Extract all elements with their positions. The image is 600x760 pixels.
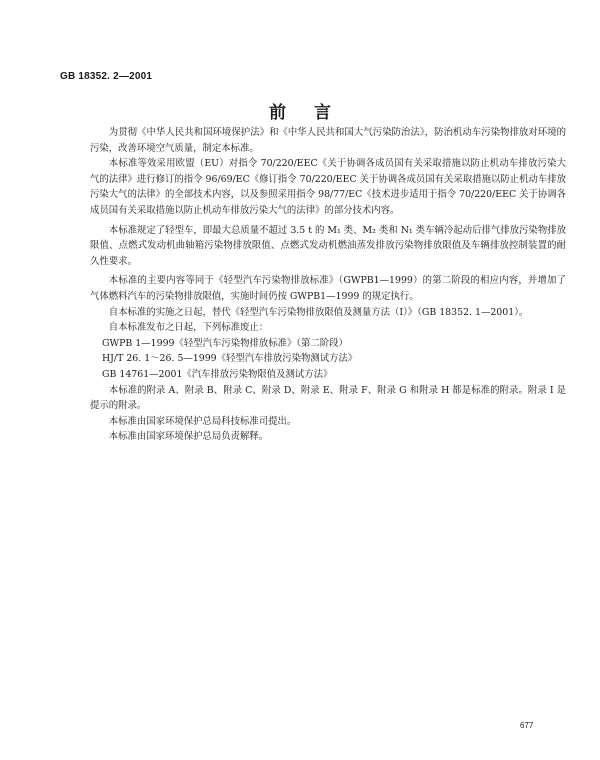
paragraph-proposer: 本标准由国家环境保护总局科技标准司提出。 [108,415,297,427]
paragraph-scope: 本标准规定了轻型车，即最大总质量不超过 3.5 t 的 M₁ 类、M₂ 类和 N₁ 类车辆冷起动后排气排放污染物排放限值、点燃式发动机曲轴箱污染物排放限值、点燃式发动机燃油蒸发排放污染物排放限值及车辆排放控制装置的耐久性要求。 [90,224,566,267]
standard-code: GB 18352. 2—2001 [60,71,153,82]
abolished-standard-item: GB 14761—2001《汽车排放污染物限值及测试方法》 [102,368,333,380]
page-title: 前言 [269,103,359,123]
paragraph-interpreter: 本标准由国家环境保护总局负责解释。 [108,431,269,443]
paragraph-adoption: 本标准等效采用欧盟（EU）对指令 70/220/EEC《关于协调各成员国有关采取措施以防止机动车排放污染大气的法律》进行修订的指令 96/69/EC《修订指令 70/220/EEC 关于协调各成员国有关采取措施以防止机动车排放污染大气的法律》的全部技术内容，以及参照采用指令 98/77/EC《技术进步适用于指令 70/220/EEC 关于协调各成员国有关采取措施以防止机动车排放污染大气的法律》的部分技术内容。 [90,158,566,216]
foreword-body [90,125,566,445]
page-number: 677 [520,721,534,730]
paragraph-purpose: 为贯彻《中华人民共和国环境保护法》和《中华人民共和国大气污染防治法》，防治机动车污染物排放对环境的污染，改善环境空气质量，制定本标准。 [90,127,566,154]
abolished-standard-item: GWPB 1—1999《轻型汽车污染物排放标准》（第二阶段） [102,337,348,349]
paragraph-abolished-intro: 自本标准发布之日起，下列标准废止： [108,322,269,334]
paragraph-main-content: 本标准的主要内容等同于《轻型汽车污染物排放标准》（GWPB1—1999）的第二阶段的相应内容，并增加了气体燃料汽车的污染物排放限值，实施时间仍按 GWPB1—1999 的规定执行。 [90,275,566,302]
abolished-standard-item: HJ/T 26. 1～26. 5—1999《轻型汽车排放污染物测试方法》 [102,353,358,365]
paragraph-appendices: 本标准的附录 A、附录 B、附录 C、附录 D、附录 E、附录 F、附录 G 和附录 H 都是标准的附录。附录 I 是提示的附录。 [90,384,566,412]
paragraph-replacement: 自本标准的实施之日起，替代《轻型汽车污染物排放限值及测量方法（Ⅰ）》（GB 18352. 1—2001）。 [108,306,529,318]
